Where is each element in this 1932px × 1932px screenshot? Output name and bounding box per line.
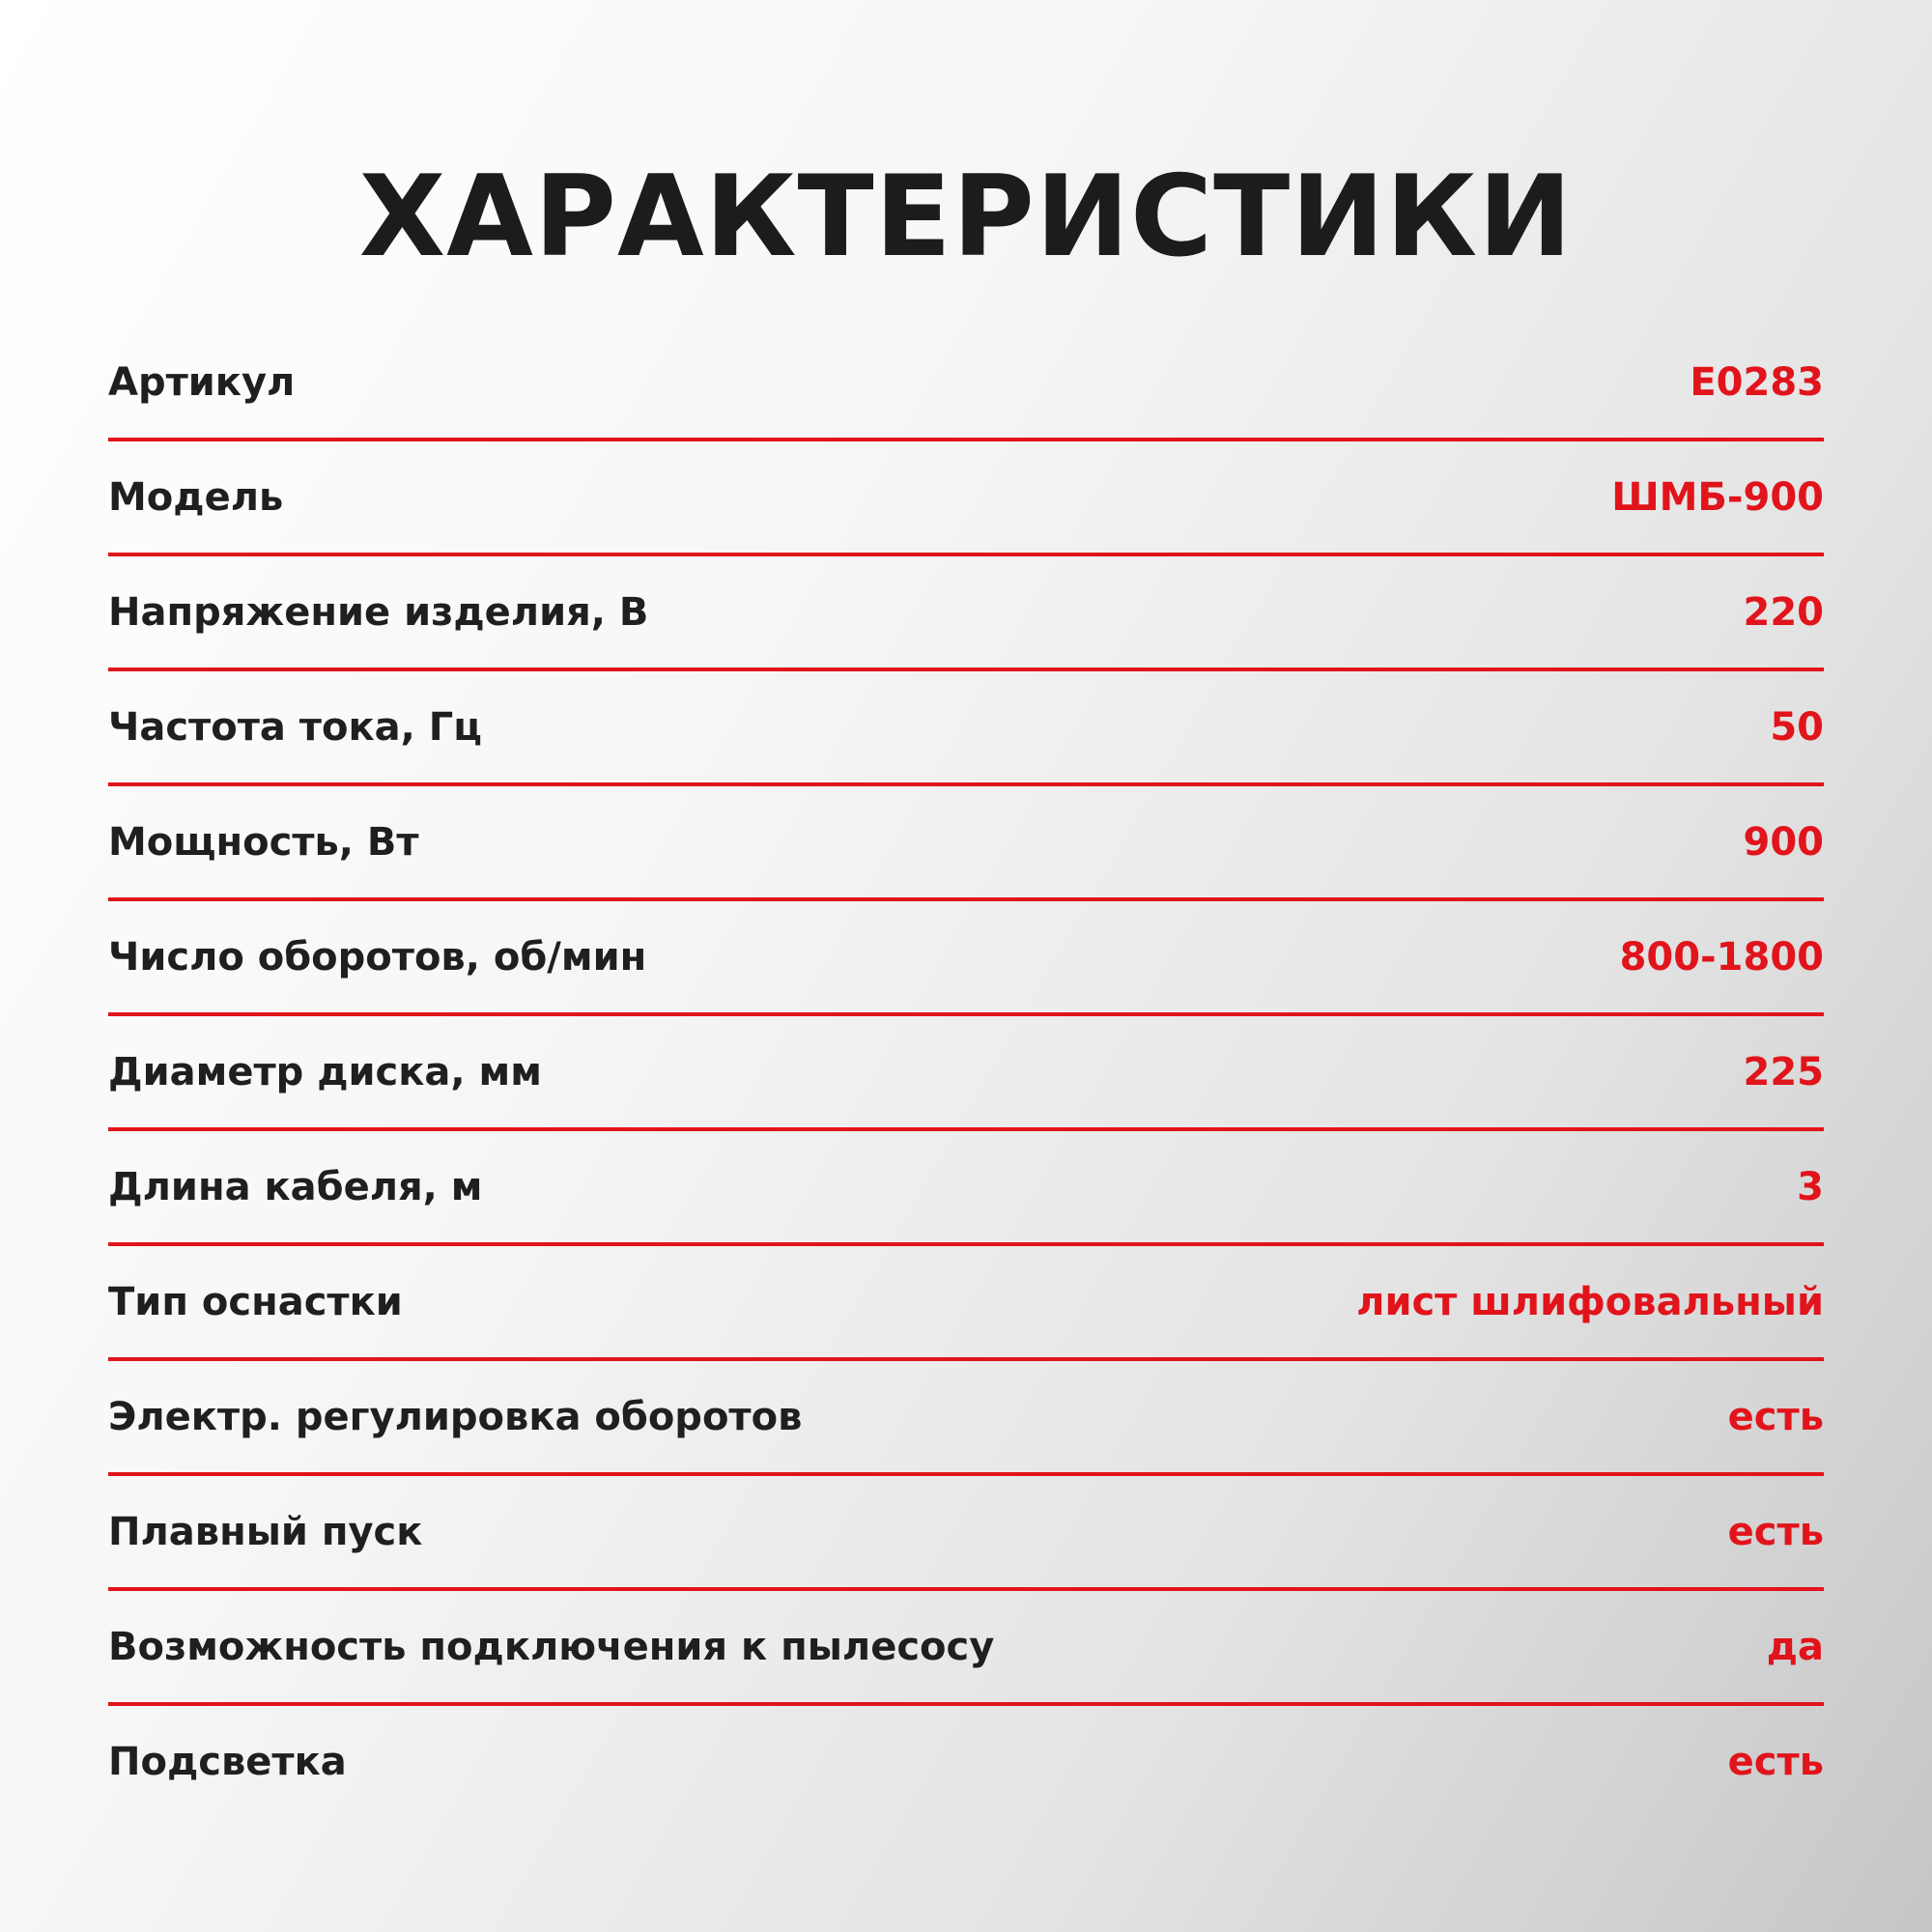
spec-row-disc-diameter xyxy=(108,1016,1824,1127)
spec-value: да xyxy=(1766,1624,1824,1669)
spec-row-backlight xyxy=(108,1706,1824,1817)
spec-row-accessory-type xyxy=(108,1246,1824,1357)
spec-value: 225 xyxy=(1743,1049,1824,1094)
spec-label: Мощность, Вт xyxy=(108,819,419,865)
spec-value: 800-1800 xyxy=(1619,934,1824,980)
spec-row-cable-length xyxy=(108,1131,1824,1242)
spec-row-power xyxy=(108,786,1824,897)
spec-value: 3 xyxy=(1797,1164,1824,1209)
spec-row-rpm xyxy=(108,901,1824,1012)
spec-label: Возможность подключения к пылесосу xyxy=(108,1624,995,1669)
spec-row-article xyxy=(108,327,1824,438)
spec-label: Плавный пуск xyxy=(108,1509,423,1554)
spec-label: Напряжение изделия, В xyxy=(108,589,649,635)
spec-label: Частота тока, Гц xyxy=(108,704,482,750)
specs-table xyxy=(108,327,1824,1817)
spec-label: Артикул xyxy=(108,359,296,405)
spec-value: 50 xyxy=(1770,704,1824,750)
spec-label: Электр. регулировка оборотов xyxy=(108,1394,803,1439)
spec-label: Модель xyxy=(108,474,284,520)
spec-row-model xyxy=(108,441,1824,553)
page-title: ХАРАКТЕРИСТИКИ xyxy=(358,152,1574,282)
spec-row-soft-start xyxy=(108,1476,1824,1587)
spec-label: Число оборотов, об/мин xyxy=(108,934,647,980)
spec-row-voltage xyxy=(108,556,1824,668)
spec-value: 900 xyxy=(1743,819,1824,865)
spec-value: E0283 xyxy=(1690,359,1824,405)
spec-value: ШМБ-900 xyxy=(1611,474,1824,520)
spec-value: есть xyxy=(1727,1509,1824,1554)
spec-row-vacuum-connection xyxy=(108,1591,1824,1702)
spec-label: Тип оснастки xyxy=(108,1279,403,1324)
spec-row-speed-control xyxy=(108,1361,1824,1472)
spec-row-frequency xyxy=(108,671,1824,782)
spec-value: есть xyxy=(1727,1739,1824,1784)
spec-value: лист шлифовальный xyxy=(1356,1279,1824,1324)
spec-value: 220 xyxy=(1743,589,1824,635)
spec-label: Подсветка xyxy=(108,1739,347,1784)
spec-label: Диаметр диска, мм xyxy=(108,1049,542,1094)
spec-value: есть xyxy=(1727,1394,1824,1439)
spec-label: Длина кабеля, м xyxy=(108,1164,483,1209)
